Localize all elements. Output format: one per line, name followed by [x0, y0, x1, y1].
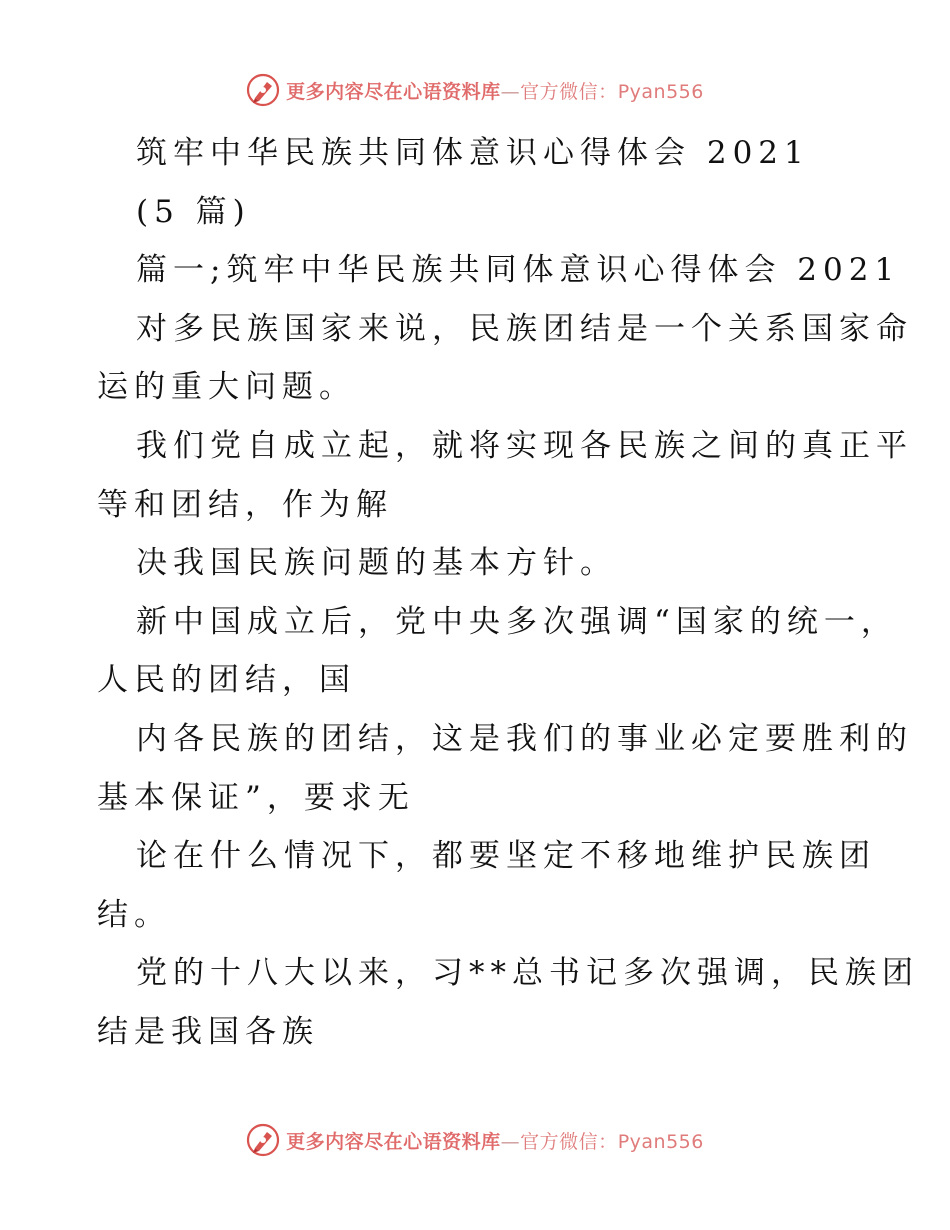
paragraph-line: 我们党自成立起，就将实现各民族之间的真正平: [136, 427, 913, 464]
document-title-line: 筑牢中华民族共同体意识心得体会 2021: [136, 135, 810, 171]
paragraph-line: 基本保证”，要求无: [97, 779, 415, 816]
paragraph-line: (5 篇): [136, 193, 251, 230]
header-watermark: [0, 70, 950, 110]
paragraph-line: 论在什么情况下，都要坚定不移地维护民族团: [136, 838, 876, 875]
pen-logo-icon: [246, 73, 280, 107]
paragraph-line: 结是我国各族: [97, 1013, 319, 1050]
paragraph-line: 决我国民族问题的基本方针。: [136, 545, 617, 582]
paragraph-line: 结。: [97, 896, 171, 933]
paragraph-line: 人民的团结，国: [97, 662, 356, 699]
paragraph-line: 党的十八大以来，习**总书记多次强调，民族团: [136, 955, 919, 992]
watermark-id: Pyan556: [617, 1130, 704, 1153]
watermark-id: Pyan556: [617, 80, 704, 103]
pen-logo-icon: [246, 1123, 280, 1157]
document-body: [97, 124, 919, 1062]
watermark-separator: —: [500, 1130, 521, 1153]
watermark-text: [286, 1127, 704, 1154]
paragraph-line: 新中国成立后，党中央多次强调“国家的统一，: [136, 603, 898, 640]
paragraph-line: 篇一;筑牢中华民族共同体意识心得体会 2021: [136, 252, 901, 289]
watermark-suffix: 官方微信：: [520, 1130, 618, 1153]
footer-watermark: [0, 1120, 950, 1160]
watermark-text: [286, 77, 704, 104]
paragraph-line: 内各民族的团结，这是我们的事业必定要胜利的: [136, 720, 913, 757]
paragraph-line: 对多民族国家来说，民族团结是一个关系国家命: [136, 310, 913, 347]
watermark-main: 更多内容尽在心语资料库: [286, 1130, 501, 1153]
watermark-separator: —: [500, 80, 521, 103]
watermark-suffix: 官方微信：: [520, 80, 618, 103]
paragraph-line: 等和团结，作为解: [97, 486, 393, 523]
watermark-main: 更多内容尽在心语资料库: [286, 80, 501, 103]
paragraph-line: 运的重大问题。: [97, 369, 356, 406]
